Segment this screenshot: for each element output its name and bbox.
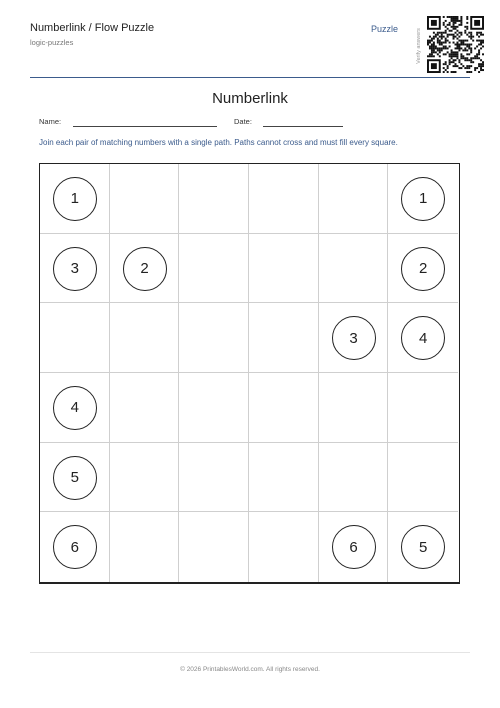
clue-number: 4	[401, 316, 445, 360]
qr-code-icon	[427, 16, 484, 73]
qr-caption: Verify answers	[415, 28, 422, 64]
date-label: Date:	[234, 117, 252, 126]
grid-cell[interactable]	[110, 443, 180, 513]
grid-cell[interactable]	[110, 512, 180, 582]
grid-cell[interactable]	[388, 443, 458, 513]
footer-divider	[30, 652, 470, 653]
clue-number: 1	[401, 177, 445, 221]
clue-number: 6	[332, 525, 376, 569]
footer-copyright: © 2026 PrintablesWorld.com. All rights reserved.	[180, 666, 320, 673]
clue-number: 5	[401, 525, 445, 569]
grid-cell[interactable]	[249, 234, 319, 304]
instructions: Join each pair of matching numbers with a single path. Paths cannot cross and must fill every square.	[39, 138, 398, 147]
clue-number: 3	[332, 316, 376, 360]
name-label: Name:	[39, 117, 62, 126]
clue-number: 2	[123, 247, 167, 291]
grid-cell[interactable]	[319, 443, 389, 513]
grid-cell[interactable]	[179, 512, 249, 582]
clue-number: 2	[401, 247, 445, 291]
grid-cell[interactable]	[179, 234, 249, 304]
header-divider	[30, 77, 470, 78]
header-tag: Puzzle	[371, 24, 399, 34]
grid-cell[interactable]	[249, 303, 319, 373]
grid-cell[interactable]	[319, 373, 389, 443]
clue-number: 6	[53, 525, 97, 569]
worksheet-title: Numberlink	[212, 90, 288, 107]
clue-number: 4	[53, 386, 97, 430]
grid-cell[interactable]	[388, 373, 458, 443]
header-subtitle: logic-puzzles	[30, 38, 74, 47]
grid-cell[interactable]	[319, 164, 389, 234]
grid-cell[interactable]	[249, 443, 319, 513]
puzzle-grid	[39, 163, 460, 584]
name-line[interactable]	[73, 126, 217, 127]
clue-number: 3	[53, 247, 97, 291]
grid-cell[interactable]	[179, 303, 249, 373]
header-title: Numberlink / Flow Puzzle	[30, 22, 155, 34]
grid-cell[interactable]	[110, 303, 180, 373]
clue-number: 5	[53, 456, 97, 500]
grid-cell[interactable]	[40, 303, 110, 373]
grid-cell[interactable]	[249, 373, 319, 443]
grid-cell[interactable]	[110, 373, 180, 443]
clue-number: 1	[53, 177, 97, 221]
grid-cell[interactable]	[249, 512, 319, 582]
grid-cell[interactable]	[110, 164, 180, 234]
grid-cell[interactable]	[179, 164, 249, 234]
grid-cell[interactable]	[319, 234, 389, 304]
date-line[interactable]	[263, 126, 343, 127]
grid-cell[interactable]	[249, 164, 319, 234]
grid-cell[interactable]	[179, 373, 249, 443]
grid-cell[interactable]	[179, 443, 249, 513]
